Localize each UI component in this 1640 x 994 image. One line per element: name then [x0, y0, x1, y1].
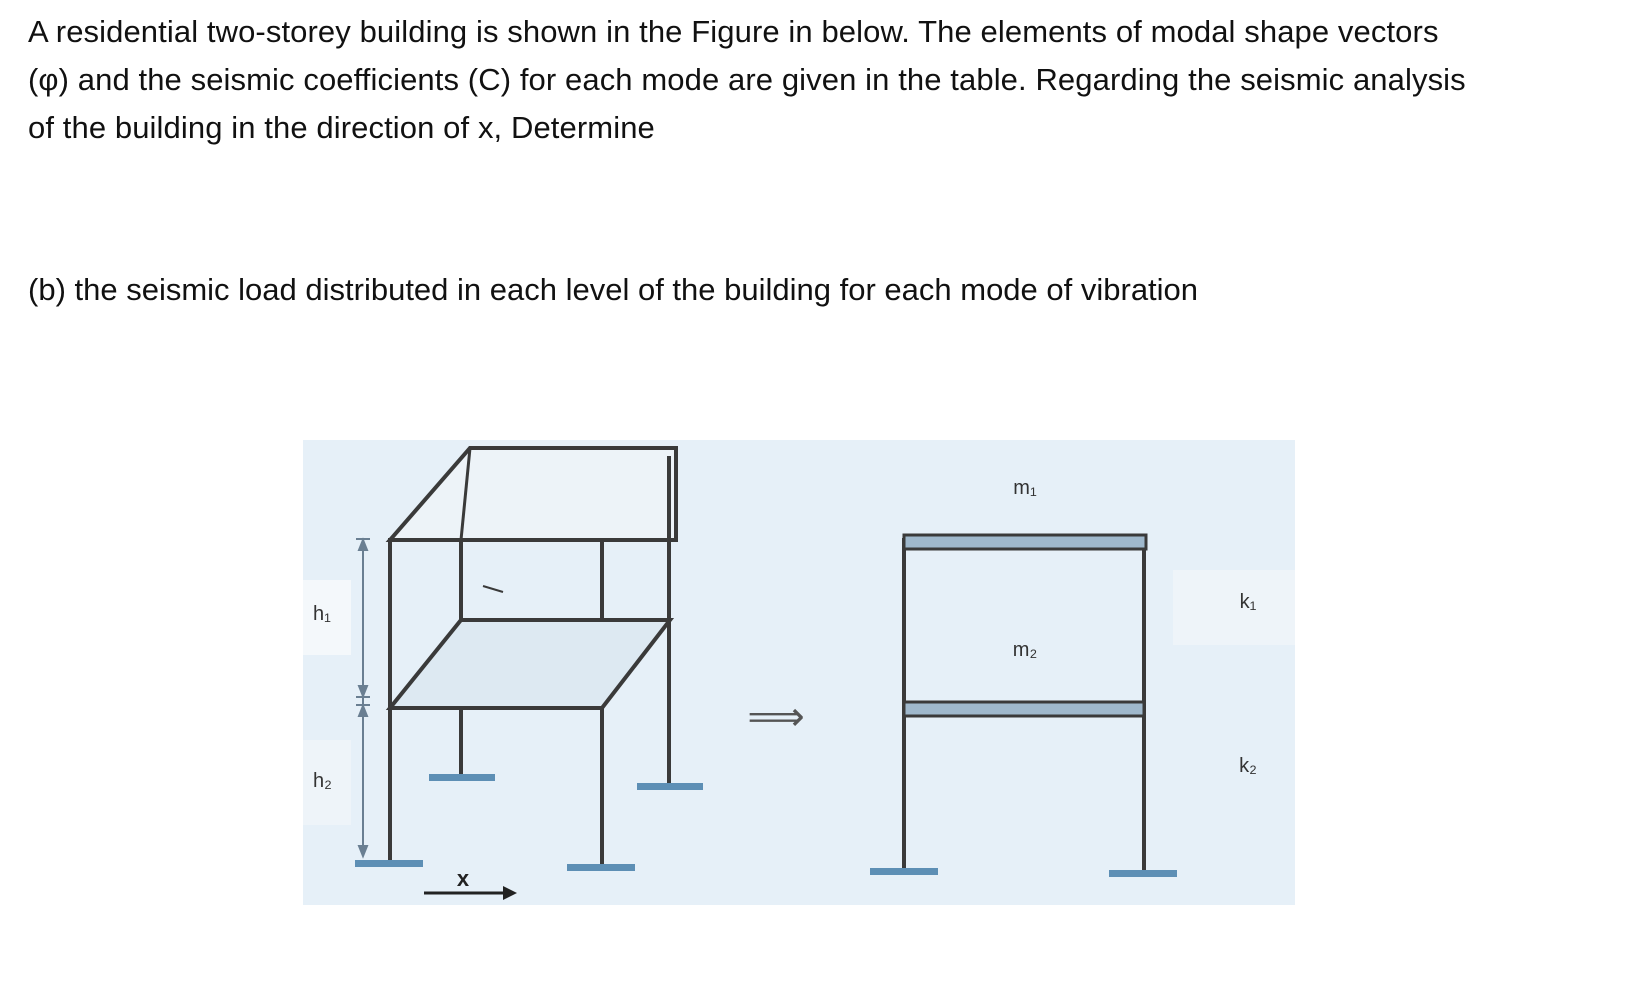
problem-line-1: A residential two-storey building is shown in the Figure in below. The elements of modal shape vectors	[28, 14, 1439, 49]
mass-m1-label: m₁	[1013, 477, 1037, 499]
building-figure	[303, 440, 1295, 905]
ground-plate-front-right	[567, 864, 635, 871]
ground-plate-rear-left	[429, 774, 495, 781]
problem-statement	[28, 8, 1588, 152]
k1-label-panel	[1173, 570, 1295, 645]
building-figure-svg	[303, 440, 1295, 905]
floor-beam-m2	[904, 702, 1144, 716]
h2-label: h₂	[313, 770, 332, 792]
shear-frame-ground-left	[870, 868, 938, 875]
roof-beam-m1	[904, 535, 1146, 549]
stiffness-k1-label: k₁	[1239, 591, 1257, 613]
ground-plate-rear-right	[637, 783, 703, 790]
problem-line-3: of the building in the direction of x, Determine	[28, 110, 655, 145]
x-axis-label: x	[456, 866, 470, 891]
ground-plate-front-left	[355, 860, 423, 867]
question-part-b: (b) the seismic load distributed in each level of the building for each mode of vibration	[28, 272, 1199, 307]
equivalence-arrow-icon: ⟹	[747, 694, 805, 740]
h1-label: h₁	[313, 603, 331, 625]
shear-frame-ground-right	[1109, 870, 1177, 877]
stiffness-k2-label: k₂	[1239, 755, 1257, 777]
problem-line-2: (φ) and the seismic coefficients (C) for each mode are given in the table. Regarding the seismic analysis	[28, 62, 1466, 97]
mass-m2-label: m₂	[1012, 639, 1038, 661]
